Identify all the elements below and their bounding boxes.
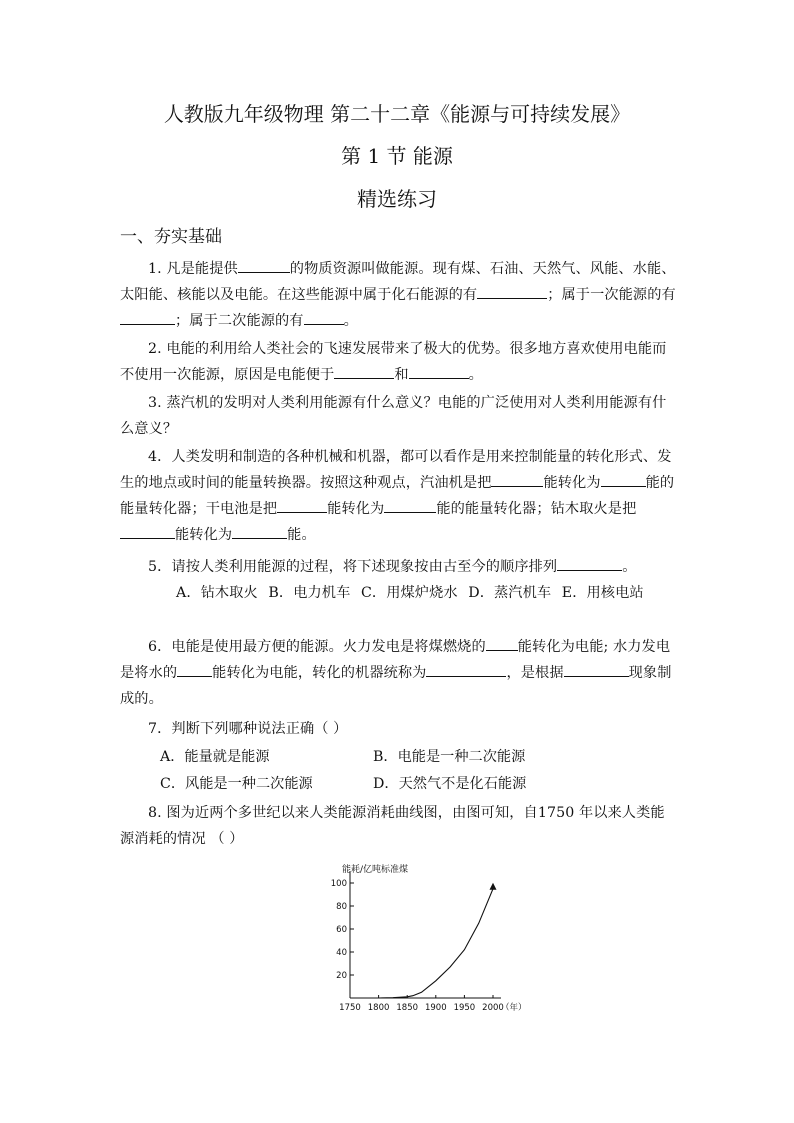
q1-text: 1. 凡是能提供	[148, 261, 238, 277]
x-tick-label: 1900	[424, 1003, 447, 1013]
chart-plot-area	[331, 863, 527, 1013]
y-tick-label: 100	[330, 879, 347, 889]
option-c[interactable]: C．风能是一种二次能源	[160, 776, 313, 792]
answer-blank[interactable]	[304, 310, 344, 325]
answer-blank[interactable]	[601, 472, 646, 487]
x-tick-label: 1750	[339, 1003, 361, 1013]
q4-text: 能转化为	[543, 475, 601, 491]
answer-blank[interactable]	[232, 524, 287, 539]
question-2	[120, 336, 676, 388]
q4-text: 能。	[287, 527, 316, 543]
y-axis-label: 能耗/亿吨标准煤	[342, 865, 409, 875]
answer-blank[interactable]	[491, 472, 543, 487]
answer-blank[interactable]	[120, 310, 175, 325]
q6-text: 能转化为电能; 水力发电是将水的	[120, 639, 671, 681]
question-7: 7．判断下列哪种说法正确（ ）	[148, 721, 348, 737]
question-1	[120, 256, 676, 334]
energy-consumption-chart	[330, 858, 530, 1018]
part-heading: 一、夯实基础	[120, 227, 222, 247]
question-3: 3. 蒸汽机的发明对人类利用能源有什么意义？电能的广泛使用对人类利用能源有什么意义？	[120, 395, 667, 437]
worksheet-subtitle: 精选练习	[357, 187, 437, 211]
answer-blank[interactable]	[277, 498, 327, 513]
q4-text: 能转化为	[175, 527, 233, 543]
x-tick-label: 2000	[482, 1003, 504, 1013]
curve-arrow-head	[490, 883, 497, 890]
q6-text: 能转化为电能，转化的机器统称为	[212, 665, 427, 681]
x-axis-label: （年）	[501, 1003, 527, 1013]
q6-text: ，是根据	[506, 665, 564, 681]
question-6	[120, 634, 676, 712]
answer-blank[interactable]	[564, 662, 629, 677]
answer-blank[interactable]	[426, 662, 506, 677]
q6-text: 现象制成的。	[120, 665, 672, 707]
x-tick-label: 1800	[367, 1003, 390, 1013]
q6-text: 6．电能是使用最方便的能源。火力发电是将煤燃烧的	[148, 639, 486, 655]
x-tick-label: 1850	[396, 1003, 419, 1013]
answer-blank[interactable]	[557, 556, 622, 571]
answer-blank[interactable]	[477, 284, 547, 299]
option-d[interactable]: D．天然气不是化石能源	[373, 776, 527, 792]
q4-text: 4．人类发明和制造的各种机械和机器，都可以看作是用来控制能量的转化形式、发生的地点或时间的能量转换器。按照这种观点，汽油机是把	[120, 449, 672, 491]
q1-text: ；属于二次能源的有	[175, 313, 304, 329]
option-a[interactable]: A．能量就是能源	[160, 749, 270, 765]
answer-blank[interactable]	[409, 364, 469, 379]
q4-text: 能的能量转化器；钻木取火是把	[436, 501, 637, 517]
q1-text: 。	[343, 313, 358, 329]
y-tick-label: 60	[336, 925, 347, 935]
y-tick-label: 20	[336, 971, 347, 981]
x-tick-label: 1950	[453, 1003, 476, 1013]
answer-blank[interactable]	[120, 524, 175, 539]
q2-text: 2. 电能的利用给人类社会的飞速发展带来了极大的优势。很多地方喜欢使用电能而不使用一次能源，原因是电能便于	[120, 341, 667, 383]
document-title: 人教版九年级物理 第二十二章《能源与可持续发展》	[163, 102, 631, 126]
y-tick-label: 40	[336, 948, 347, 958]
answer-blank[interactable]	[384, 498, 436, 513]
q5-text: 。	[622, 559, 637, 575]
option-b[interactable]: B．电能是一种二次能源	[373, 749, 526, 765]
q1-text: ；属于一次能源的有	[547, 287, 676, 303]
q4-text: 能转化为	[327, 501, 385, 517]
q2-text: 。	[468, 367, 483, 383]
answer-blank[interactable]	[238, 258, 290, 273]
q2-text: 和	[394, 367, 409, 383]
consumption-curve	[350, 889, 493, 998]
q4-text: 能的能量转化器；干电池是把	[120, 475, 675, 517]
y-tick-label: 80	[336, 902, 347, 912]
answer-blank[interactable]	[334, 364, 394, 379]
question-5	[120, 554, 676, 580]
answer-blank[interactable]	[177, 662, 212, 677]
q5-text: 5．请按人类利用能源的过程，将下述现象按由古至今的顺序排列	[148, 559, 558, 575]
question-4	[120, 444, 676, 548]
section-title: 第 1 节 能源	[341, 144, 453, 168]
q1-text: 的物质资源叫做能源。现有煤、石油、天然气、风能、水能、太阳能、核能以及电能。在这些能源中属于化石能源的有	[120, 261, 676, 303]
question-8: 8. 图为近两个多世纪以来人类能源消耗曲线图，由图可知，自1750 年以来人类能源消耗的情况 （ ）	[120, 805, 665, 847]
question-5-options: A．钻木取火 B．电力机车 C．用煤炉烧水 D．蒸汽机车 E．用核电站	[176, 585, 644, 601]
answer-blank[interactable]	[486, 636, 518, 651]
